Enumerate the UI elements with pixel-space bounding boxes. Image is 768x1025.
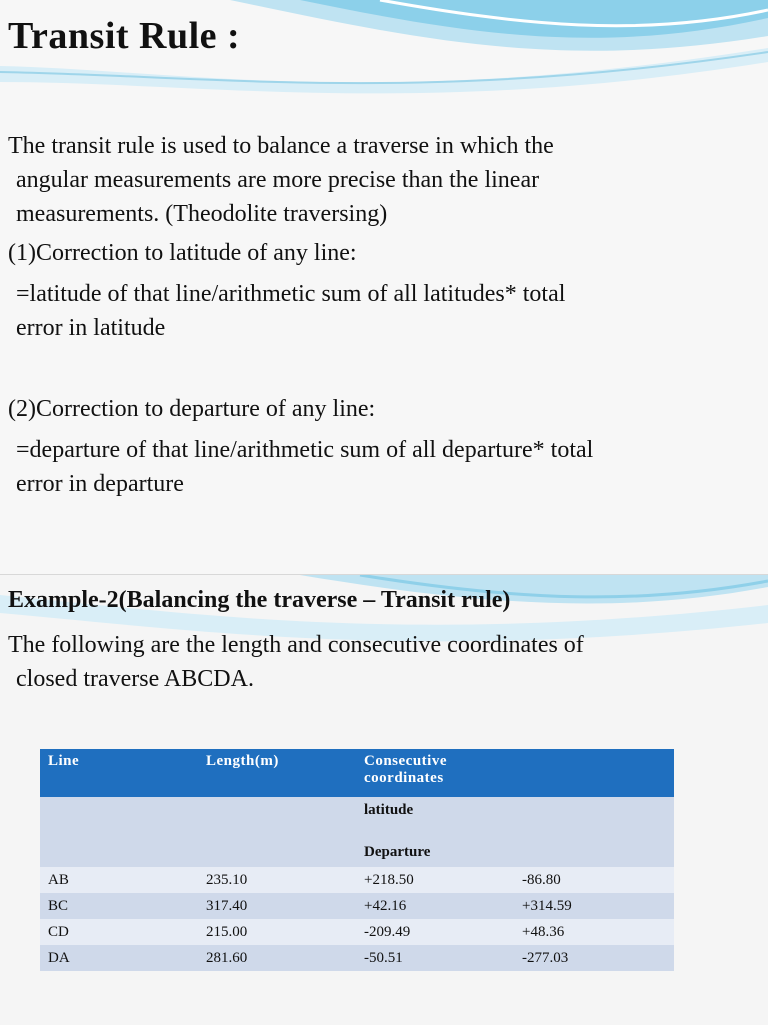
table-row bbox=[40, 945, 674, 971]
cell-departure: +48.36 bbox=[514, 919, 674, 945]
cell-latitude: -209.49 bbox=[356, 919, 514, 945]
table-row bbox=[40, 893, 674, 919]
latitude-formula-line: =latitude of that line/arithmetic sum of all latitudes* total bbox=[16, 281, 566, 307]
table-header-row bbox=[40, 749, 674, 797]
table-subheader-row bbox=[40, 797, 674, 867]
paragraph-line: angular measurements are more precise than the linear bbox=[16, 167, 540, 193]
departure-formula-line: error in departure bbox=[16, 471, 184, 497]
intro-line: The following are the length and consecutive coordinates of bbox=[8, 632, 584, 658]
cell-departure: +314.59 bbox=[514, 893, 674, 919]
header-empty bbox=[514, 749, 674, 797]
subheader-empty bbox=[514, 797, 674, 867]
cell-length: 215.00 bbox=[198, 919, 356, 945]
cell-line: AB bbox=[40, 867, 198, 893]
latitude-formula-line: error in latitude bbox=[16, 315, 166, 341]
example-title: Example-2(Balancing the traverse – Transit rule) bbox=[8, 587, 511, 613]
cell-latitude: +42.16 bbox=[356, 893, 514, 919]
subheader-latitude-departure bbox=[356, 797, 514, 867]
paragraph-line: measurements. (Theodolite traversing) bbox=[16, 201, 388, 227]
departure-correction-heading: (2)Correction to departure of any line: bbox=[8, 396, 376, 422]
slide-title: Transit Rule : bbox=[8, 15, 241, 57]
subheader-empty bbox=[198, 797, 356, 867]
slide-example-2 bbox=[0, 574, 768, 1025]
subheader-empty bbox=[40, 797, 198, 867]
subheader-latitude: latitude bbox=[364, 802, 414, 818]
traverse-table bbox=[40, 749, 674, 971]
cell-length: 281.60 bbox=[198, 945, 356, 971]
cell-length: 317.40 bbox=[198, 893, 356, 919]
table-row bbox=[40, 867, 674, 893]
departure-formula-line: =departure of that line/arithmetic sum of all departure* total bbox=[16, 437, 594, 463]
cell-line: DA bbox=[40, 945, 198, 971]
cell-line: BC bbox=[40, 893, 198, 919]
cell-line: CD bbox=[40, 919, 198, 945]
cell-departure: -277.03 bbox=[514, 945, 674, 971]
table-row bbox=[40, 919, 674, 945]
cell-length: 235.10 bbox=[198, 867, 356, 893]
header-consecutive-coordinates: Consecutive coordinates bbox=[356, 749, 514, 797]
cell-departure: -86.80 bbox=[514, 867, 674, 893]
intro-line: closed traverse ABCDA. bbox=[16, 666, 254, 692]
subheader-departure: Departure bbox=[364, 844, 431, 860]
header-line: Line bbox=[40, 749, 198, 797]
cell-latitude: +218.50 bbox=[356, 867, 514, 893]
cell-latitude: -50.51 bbox=[356, 945, 514, 971]
latitude-correction-heading: (1)Correction to latitude of any line: bbox=[8, 240, 357, 266]
paragraph-line: The transit rule is used to balance a traverse in which the bbox=[8, 133, 554, 159]
header-length: Length(m) bbox=[198, 749, 356, 797]
